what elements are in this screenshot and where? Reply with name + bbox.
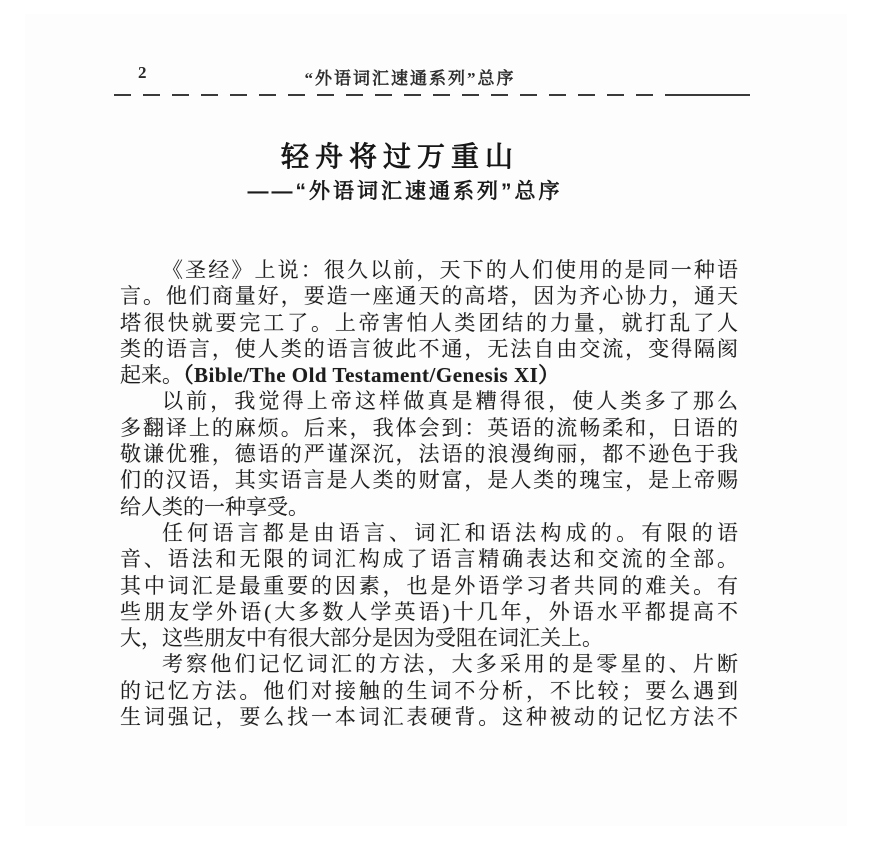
body-line: 音、语法和无限的词汇构成了语言精确表达和交流的全部。 <box>120 547 738 572</box>
citation-prefix: 起来。 <box>120 363 183 388</box>
body-line: 敬谦优雅，德语的严谨深沉，法语的浪漫绚丽，都不逊色于我 <box>120 442 738 467</box>
body-line: 以前，我觉得上帝这样做真是糟得很，使人类多了那么 <box>162 389 738 414</box>
body-line: 生词强记，要么找一本词汇表硬背。这种被动的记忆方法不 <box>120 705 738 730</box>
body-text <box>120 257 738 730</box>
body-line: 们的汉语，其实语言是人类的财富，是人类的瑰宝，是上帝赐 <box>120 468 738 493</box>
body-line: 的记忆方法。他们对接触的生词不分析，不比较；要么遇到 <box>120 678 738 703</box>
header-dashed-rule <box>114 93 750 96</box>
article-title: 轻舟将过万重山 <box>280 141 519 172</box>
article-subtitle: ——“外语词汇速通系列”总序 <box>247 180 563 203</box>
body-line: 言。他们商量好，要造一座通天的高塔，因为齐心协力，通天 <box>120 284 738 309</box>
body-line: 给人类的一种享受。 <box>120 494 309 519</box>
citation-text: （Bible/The Old Testament/Genesis XI） <box>183 363 560 388</box>
body-line: 考察他们记忆词汇的方法，大多采用的是零星的、片断 <box>162 652 738 677</box>
body-line: 塔很快就要完工了。上帝害怕人类团结的力量，就打乱了人 <box>120 310 738 335</box>
body-line: 多翻译上的麻烦。后来，我体会到：英语的流畅柔和，日语的 <box>120 415 738 440</box>
body-line: 《圣经》上说：很久以前，天下的人们使用的是同一种语 <box>162 258 738 282</box>
body-line: 些朋友学外语(大多数人学英语)十几年，外语水平都提高不 <box>120 599 738 624</box>
body-line: 大，这些朋友中有很大部分是因为受阻在词汇关上。 <box>120 626 603 651</box>
body-line: 任何语言都是由语言、词汇和语法构成的。有限的语 <box>162 520 738 545</box>
running-header-title: “外语词汇速通系列”总序 <box>304 69 516 88</box>
body-line: 其中词汇是最重要的因素，也是外语学习者共同的难关。有 <box>120 573 738 598</box>
page-number: 2 <box>138 63 147 82</box>
body-line <box>120 362 738 388</box>
body-line: 类的语言，使人类的语言彼此不通，无法自由交流，变得隔阂 <box>120 336 738 361</box>
